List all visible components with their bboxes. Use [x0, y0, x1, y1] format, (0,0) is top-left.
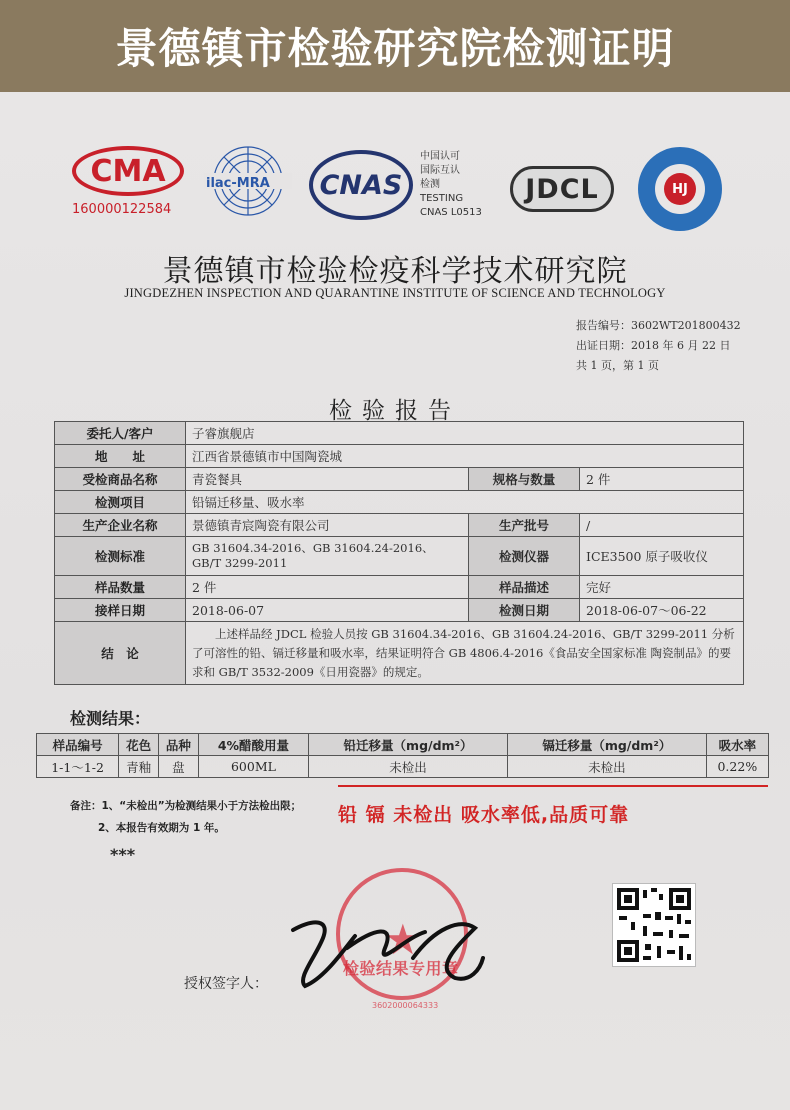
banner-title: 景德镇市检验研究院检测证明	[115, 24, 675, 73]
seal-star-icon: ★	[384, 915, 422, 964]
results-table	[36, 733, 769, 778]
seal-number: 3602000064333	[372, 1001, 439, 1010]
address-label: 地 址	[55, 445, 186, 468]
qty-value: 2 件	[186, 576, 469, 599]
results-heading: 检测结果：	[70, 709, 151, 728]
cnas-side-line: 中国认可	[420, 151, 460, 162]
cnas-side-line: TESTING	[420, 193, 464, 204]
results-cell: 盘	[158, 756, 198, 778]
recv-date-label: 接样日期	[55, 599, 186, 622]
results-cell: 青釉	[119, 756, 159, 778]
qty-label: 样品数量	[55, 576, 186, 599]
issue-date: 出证日期：2018 年 6 月 22 日	[576, 339, 731, 352]
standard-label: 检测标准	[55, 537, 186, 576]
product-label: 受检商品名称	[55, 468, 186, 491]
qr-code-icon	[612, 883, 696, 967]
desc-label: 样品描述	[469, 576, 580, 599]
table-row	[55, 576, 744, 599]
cnas-logo-text: CNAS	[319, 169, 403, 201]
page-count: 共 1 页，第 1 页	[576, 359, 659, 372]
batch-label: 生产批号	[469, 514, 580, 537]
batch-value: /	[580, 514, 744, 537]
cnas-logo	[309, 150, 413, 220]
client-value: 子睿旗舰店	[186, 422, 744, 445]
spec-value: 2 件	[580, 468, 744, 491]
test-date-label: 检测日期	[469, 599, 580, 622]
report-info-table	[54, 421, 744, 685]
table-row	[55, 622, 744, 685]
spec-label: 规格与数量	[469, 468, 580, 491]
maker-value: 景德镇青宸陶瓷有限公司	[186, 514, 469, 537]
table-row	[55, 514, 744, 537]
table-row	[55, 445, 744, 468]
note-line-1: 备注：1、“未检出”为检测结果小于方法检出限；	[70, 800, 302, 812]
client-label: 委托人/客户	[55, 422, 186, 445]
results-header: 吸水率	[706, 734, 768, 756]
address-value: 江西省景德镇市中国陶瓷城	[186, 445, 744, 468]
seal-text: 检验结果专用章	[343, 959, 459, 978]
report-number: 报告编号：3602WT201800432	[576, 319, 741, 332]
results-cell: 1-1～1-2	[37, 756, 119, 778]
note-line-2: 2、本报告有效期为 1 年。	[98, 822, 225, 834]
jdcl-logo	[510, 166, 614, 212]
hj-badge-icon	[638, 147, 722, 231]
results-cell: 0.22%	[706, 756, 768, 778]
institute-name-cn: 景德镇市检验检疫科学技术研究院	[162, 254, 628, 289]
cnas-side-line: CNAS L0513	[420, 207, 482, 218]
results-header: 花色	[119, 734, 159, 756]
results-cell: 600ML	[198, 756, 308, 778]
banner	[0, 0, 790, 92]
conclusion-value: 上述样品经 JDCL 检验人员按 GB 31604.34-2016、GB 31604.24-2016、GB/T 3299-2011 分析了可溶性的铅、镉迁移量和吸水率，结果证明符合 GB 4806.4-2016《食品安全国家标准 陶瓷制品》的要求和 GB/T 3532-2009《日用瓷器》的规定。	[186, 622, 744, 685]
items-value: 铅镉迁移量、吸水率	[186, 491, 744, 514]
cnas-side-text	[420, 150, 510, 220]
stars: ***	[110, 845, 136, 864]
standard-value: GB 31604.34-2016、GB 31604.24-2016、GB/T 3299-2011	[186, 537, 469, 576]
table-row	[55, 422, 744, 445]
table-row	[37, 756, 769, 778]
quality-highlight: 铅 镉 未检出 吸水率低,品质可靠	[338, 804, 630, 826]
results-header: 4%醋酸用量	[198, 734, 308, 756]
institute-name-en: JINGDEZHEN INSPECTION AND QUARANTINE INSTITUTE OF SCIENCE AND TECHNOLOGY	[124, 286, 666, 300]
results-header-row	[37, 734, 769, 756]
table-row	[55, 491, 744, 514]
jdcl-logo-text: JDCL	[525, 173, 599, 205]
product-value: 青瓷餐具	[186, 468, 469, 491]
table-row	[55, 537, 744, 576]
table-row	[55, 599, 744, 622]
notes	[70, 795, 301, 839]
results-cell: 未检出	[507, 756, 706, 778]
cma-number: 160000122584	[72, 202, 172, 217]
cnas-side-line: 检测	[420, 179, 440, 190]
table-row	[55, 468, 744, 491]
instrument-label: 检测仪器	[469, 537, 580, 576]
test-date-value: 2018-06-07～06-22	[580, 599, 744, 622]
results-cell: 未检出	[309, 756, 508, 778]
signer-label: 授权签字人：	[184, 976, 268, 992]
hj-badge-inner	[655, 164, 705, 214]
cma-logo-text: CMA	[90, 153, 166, 189]
report-meta	[576, 316, 741, 376]
results-header: 品种	[158, 734, 198, 756]
report-title: 检验报告	[329, 398, 461, 424]
results-header: 镉迁移量（mg/dm²）	[507, 734, 706, 756]
conclusion-label: 结 论	[55, 622, 186, 685]
maker-label: 生产企业名称	[55, 514, 186, 537]
results-header: 样品编号	[37, 734, 119, 756]
items-label: 检测项目	[55, 491, 186, 514]
cnas-side-line: 国际互认	[420, 165, 460, 176]
cma-logo	[72, 146, 184, 196]
recv-date-value: 2018-06-07	[186, 599, 469, 622]
desc-value: 完好	[580, 576, 744, 599]
results-header: 铅迁移量（mg/dm²）	[309, 734, 508, 756]
ilac-mra-text: ilac-MRA	[206, 176, 270, 191]
highlight-underline	[338, 785, 768, 787]
instrument-value: ICE3500 原子吸收仪	[580, 537, 744, 576]
signature-icon	[285, 908, 485, 998]
hj-badge-text: HJ	[664, 173, 696, 205]
